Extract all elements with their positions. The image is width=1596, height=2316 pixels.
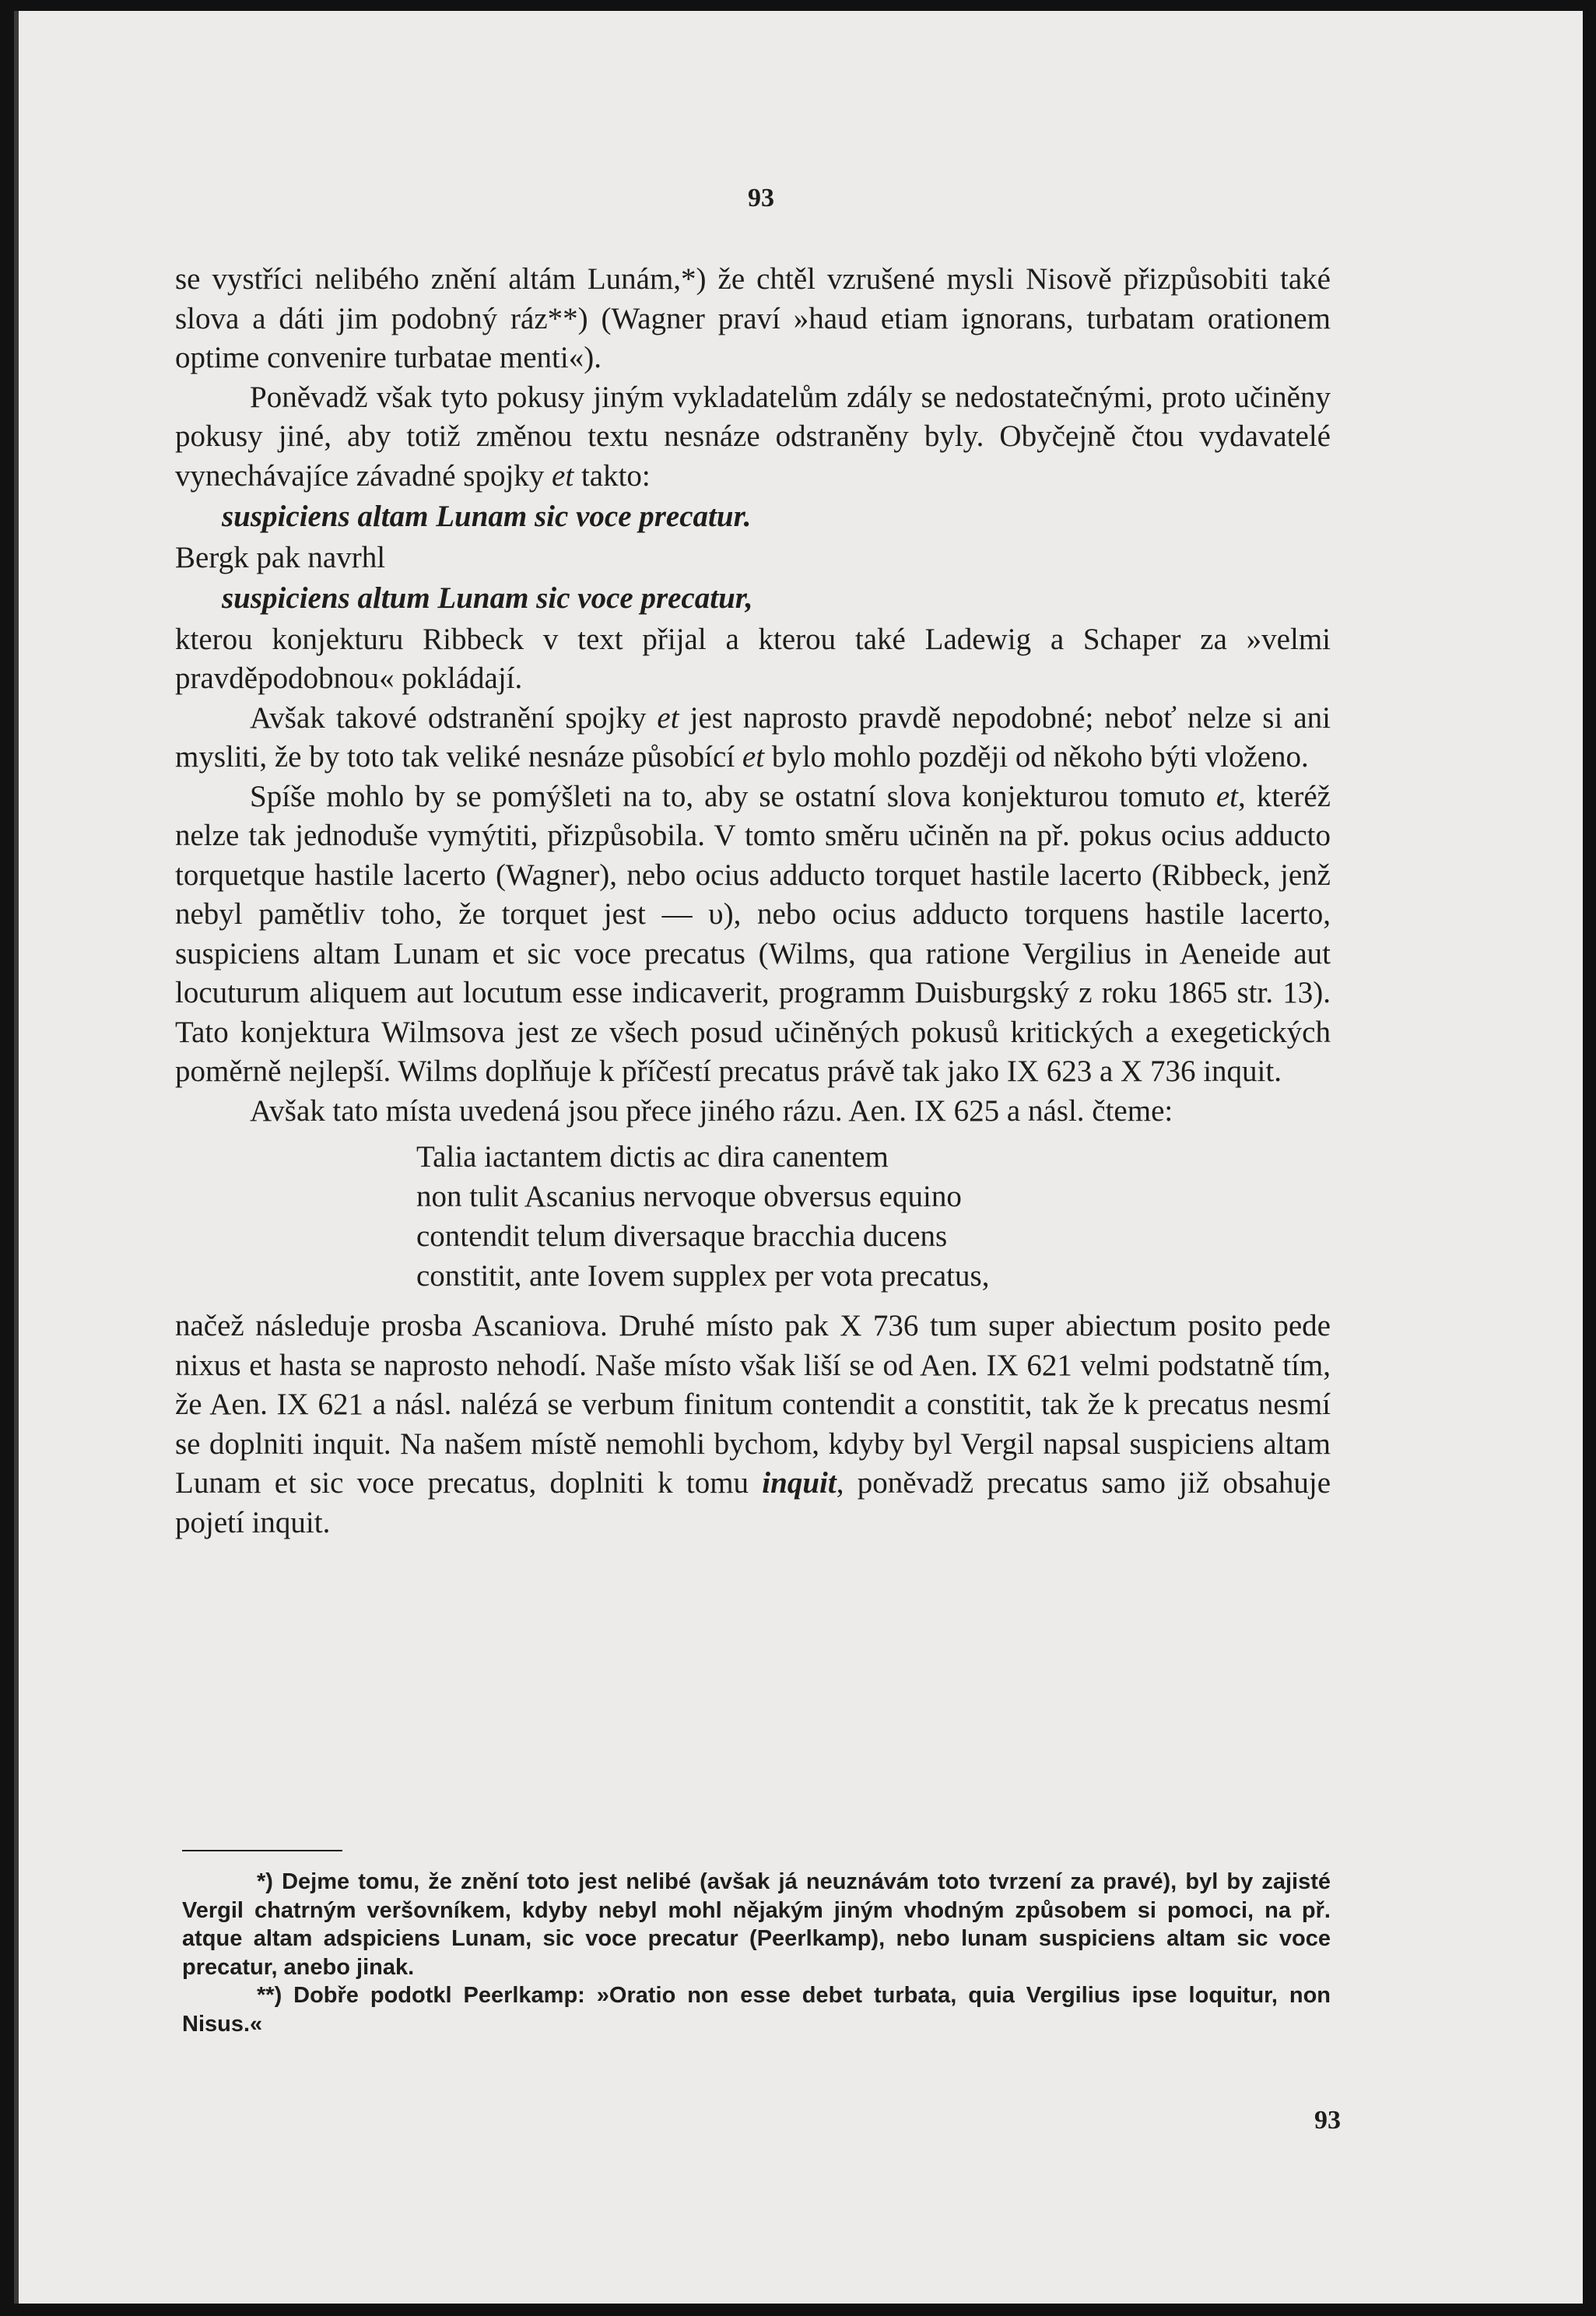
emphasis-inquit: inquit (762, 1466, 837, 1500)
footnote-2: **) Dobře podotkl Peerlkamp: »Oratio non esse debet turbata, quia Vergilius ipse loquitur, non Nisus.« (182, 1983, 1331, 2037)
quote-line: constitit, ante Iovem supplex per vota precatus, (416, 1259, 990, 1293)
paragraph-2: Poněvadž však tyto pokusy jiným vykladatelům zdály se nedostatečnými, proto učiněny pokusy jiné, aby totiž změnou textu nesnáze odstraněny byly. Obyčejně čtou vydavatelé vynechávajíce závadné spojky et takto: (175, 380, 1331, 493)
paragraph-3: kterou konjekturu Ribbeck v text přijal a kterou také Ladewig a Schaper za »velmi pravděpodobnou« pokládají. (175, 622, 1331, 695)
main-text (175, 260, 1331, 1542)
emphasis-et: et (742, 740, 765, 774)
verse-line-1: suspiciens altam Lunam sic voce precatur. (222, 500, 752, 533)
quote-line: non tulit Ascanius nervoque obversus equino (416, 1180, 962, 1213)
footnote-divider (182, 1850, 342, 1851)
paragraph-4: Avšak takové odstranění spojky et jest naprosto pravdě nepodobné; neboť nelze si ani mysliti, že by toto tak veliké nesnáze působící et bylo mohlo později od někoho býti vloženo. (175, 700, 1331, 774)
emphasis-et: et (1215, 779, 1239, 813)
paragraph-bergk: Bergk pak navrhl (175, 540, 386, 574)
quote-line: Talia iactantem dictis ac dira canentem (416, 1140, 889, 1174)
paragraph-7: načež následuje prosba Ascaniova. Druhé místo pak X 736 tum super abiectum posito pede nixus et hasta se naprosto nehodí. Naše místo však liší se od Aen. IX 621 velmi podstatně tím, že Aen. IX 621 a násl. nalézá se verbum finitum contendit a constitit, tak že k precatus nesmí se doplniti inquit. Na našem místě nemohli bychom, kdyby byl Vergil napsal suspiciens altam Lunam et sic voce precatus, doplniti k tomu inquit, poněvadž precatus samo již obsahuje pojetí inquit. (175, 1309, 1331, 1539)
quote-line: contendit telum diversaque bracchia ducens (416, 1219, 948, 1253)
emphasis-et: et (552, 458, 574, 493)
verse-line-2: suspiciens altum Lunam sic voce precatur, (222, 581, 753, 615)
paragraph-5: Spíše mohlo by se pomýšleti na to, aby se ostatní slova konjekturou tomuto et, kteréž nelze tak jednoduše vymýtiti, přizpůsobila. V tomto směru učiněn na př. pokus ocius adducto torquetque hastile lacerto (Wagner), nebo ocius adducto torquet hastile lacerto (Ribbeck, jenž nebyl pamětliv toho, že torquet jest — υ), nebo ocius adducto torquens hastile lacerto, suspiciens altam Lunam et sic voce precatus (Wilms, qua ratione Vergilius in Aeneide aut locuturum aliquem aut locutum esse indicaverit, programm Duisburgský z roku 1865 str. 13). Tato konjektura Wilmsova jest ze všech posud učiněných pokusů kritických a exegetických poměrně nejlepší. Wilms doplňuje k příčestí precatus právě tak jako IX 623 a X 736 inquit. (175, 779, 1331, 1088)
paragraph-1: se vystříci nelibého znění altám Lunám,*) že chtěl vzrušené mysli Nisově přizpůsobiti také slova a dáti jim podobný ráz**) (Wagner praví »haud etiam ignorans, turbatam orationem optime convenire turbatae menti«). (175, 262, 1331, 374)
footnote-1: *) Dejme tomu, že znění toto jest nelibé (avšak já neuznávám toto tvrzení za pravé), byl by zajisté Vergil chatrným veršovníkem, kdyby nebyl mohl nějakým jiným vhodným způsobem si pomoci, na př. atque altam adspiciens Lunam, sic voce precatur (Peerlkamp), nebo lunam suspiciens altam sic voce precatur, anebo jinak. (182, 1869, 1331, 1980)
scan-edge-shadow (14, 11, 19, 2304)
paragraph-6: Avšak tato místa uvedená jsou přece jiného rázu. Aen. IX 625 a násl. čteme: (250, 1093, 1173, 1128)
page-number-top: 93 (748, 184, 774, 212)
emphasis-et: et (657, 700, 679, 735)
page-number-bottom: 93 (1314, 2106, 1341, 2135)
footnotes (182, 1868, 1331, 2038)
verse-quotation (175, 1137, 1331, 1296)
document-page (14, 11, 1583, 2304)
